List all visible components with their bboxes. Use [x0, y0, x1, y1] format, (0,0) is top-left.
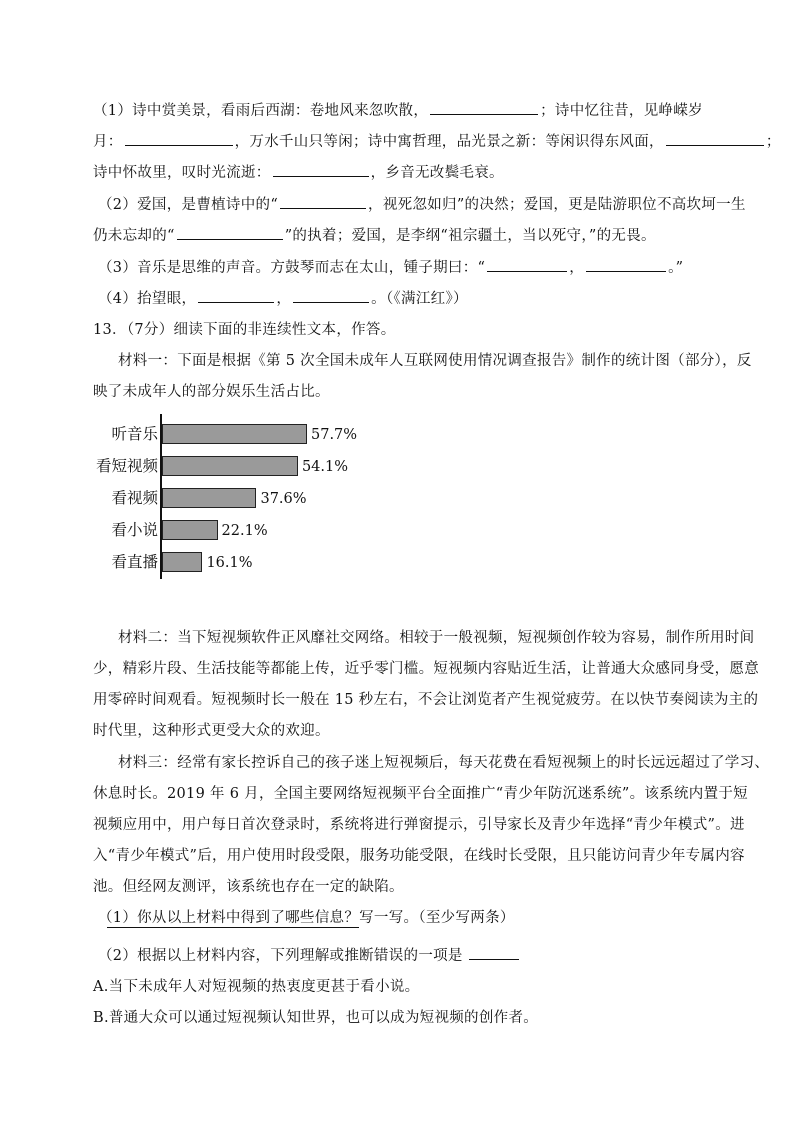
option-a: A.当下未成年人对短视频的热衷度更甚于看小说。 — [93, 979, 420, 995]
material2-line3: 用零碎时间观看。短视频时长一般在 15 秒左右，不会让浏览者产生视觉疲劳。在以快节奏阅读为主的 — [93, 692, 759, 708]
q12-part1-text-e: ； — [765, 134, 781, 150]
material3-line1: 材料三：经常有家长控诉自己的孩子迷上短视频后，每天花费在看短视频上的时长远远超过了学习、 — [118, 755, 770, 771]
q12-part1-text-f: 诗中怀故里，叹时光流逝： — [93, 165, 271, 181]
option-b: B.普通大众可以通过短视频认知世界，也可以成为短视频的创作者。 — [93, 1010, 539, 1026]
chart-bar — [162, 424, 307, 444]
q12-part1-text-c: 月： — [93, 134, 123, 150]
chart-value-label: 54.1% — [301, 459, 349, 475]
chart-bar — [162, 520, 218, 540]
material2-line2: 少，精彩片段、生活技能等都能上传，近乎零门槛。短视频内容贴近生活，让普通大众感同身受，愿意 — [93, 661, 759, 677]
material3-line4: 入“青少年模式”后，用户使用时段受限，服务功能受限，在线时长受限，且只能访问青少年专属内容 — [93, 848, 745, 864]
sub-question-1: （1）你从以上材料中得到了哪些信息？写一写。（至少写两条） — [98, 910, 515, 926]
chart-value-label: 57.7% — [311, 427, 358, 443]
q12-part1-text-a: （1）诗中赏美景，看雨后西湖：卷地风来忽吹散， — [93, 103, 429, 119]
q12-part2-text-d: ”的执着；爱国，是李纲“祖宗疆土，当以死守，”的无畏。 — [284, 228, 656, 244]
q12-part4-text-c: 。（《满江红》） — [371, 291, 468, 307]
material3-line3: 视频应用中，用户每日首次登录时，系统将进行弹窗提示，引导家长及青少年选择“青少年模式”。进 — [93, 817, 745, 833]
chart-category-label: 看直播 — [111, 553, 158, 571]
q12-part3-text-b: ， — [569, 260, 585, 276]
q12-part3-text-a: （3）音乐是思维的声音。方鼓琴而志在太山，锺子期曰：“ — [98, 260, 486, 276]
material1-line2: 映了未成年人的部分娱乐生活占比。 — [93, 384, 330, 400]
chart-bar — [162, 552, 202, 572]
q12-part2-text-b: ，视死忽如归”的决然；爱国，更是陆游职位不高坎坷一生 — [368, 197, 746, 213]
chart-category-label: 看小说 — [111, 521, 158, 539]
chart-value-label: 16.1% — [206, 555, 253, 571]
sub-question-2-line — [98, 945, 521, 966]
q12-part3-text-c: 。” — [668, 260, 684, 276]
chart-value-label: 37.6% — [260, 491, 307, 507]
chart-value-label: 22.1% — [221, 523, 268, 539]
q12-part2-text-a: （2）爱国，是曹植诗中的“ — [98, 197, 279, 213]
answer-line[interactable] — [107, 927, 359, 928]
material3-line2: 休息时长。2019 年 6 月，全国主要网络短视频平台全面推广“青少年防沉迷系统”。该系统内置于短 — [93, 786, 748, 802]
material2-line4: 时代里，这种形式更受大众的欢迎。 — [93, 723, 330, 739]
q12-part1-text-g: ，乡音无改鬓毛衰。 — [370, 165, 504, 181]
q12-part1-text-b: ；诗中忆往昔，见峥嵘岁 — [540, 103, 703, 119]
q12-part4-text-a: （4）抬望眼， — [98, 291, 197, 307]
chart-category-label: 听音乐 — [111, 425, 158, 443]
chart-category-label: 看短视频 — [95, 457, 158, 475]
q12-part2-text-c: 仍未忘却的“ — [93, 228, 175, 244]
chart-bar — [162, 488, 256, 508]
answer-blank[interactable] — [469, 945, 519, 960]
material2-line1: 材料二：当下短视频软件正风靡社交网络。相较于一般视频，短视频创作较为容易，制作所用时间 — [118, 630, 755, 646]
q13-header: 13．（7分）细读下面的非连续性文本，作答。 — [93, 322, 396, 338]
q12-part1-text-d: ，万水千山只等闲；诗中寓哲理，品光景之新：等闲识得东风面， — [234, 134, 664, 150]
chart-bar — [162, 456, 298, 476]
material1-line1: 材料一：下面是根据《第 5 次全国未成年人互联网使用情况调查报告》制作的统计图（部分），反 — [118, 353, 752, 369]
material3-line5: 池。但经网友测评，该系统也存在一定的缺陷。 — [93, 879, 404, 895]
q12-part4-text-b: ， — [276, 291, 292, 307]
chart-category-label: 看视频 — [111, 489, 158, 507]
sub-question-2: （2）根据以上材料内容，下列理解或推断错误的一项是 — [98, 948, 463, 964]
